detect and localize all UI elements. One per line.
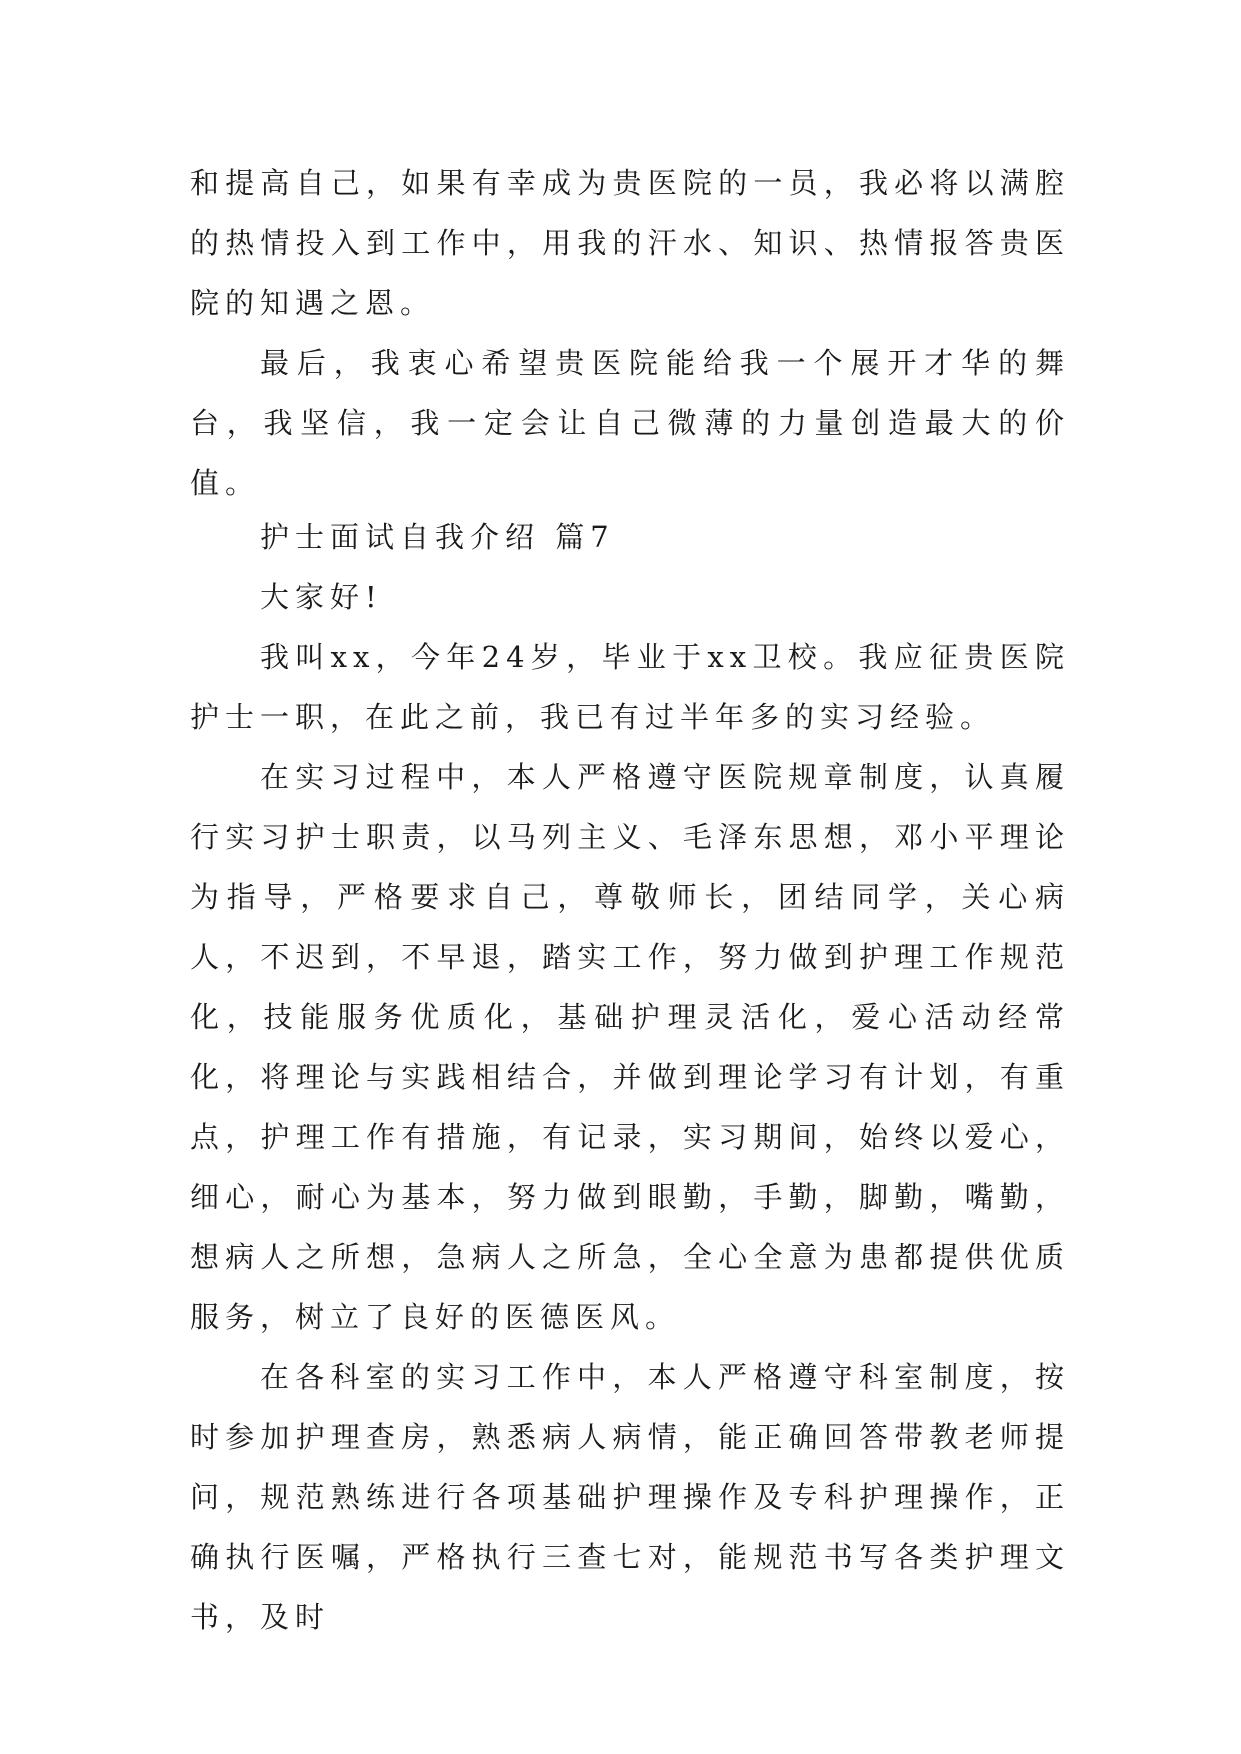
closing-paragraph: 最后，我衷心希望贵医院能给我一个展开才华的舞台，我坚信，我一定会让自己微薄的力量创造最大的价值。 bbox=[190, 346, 1070, 500]
paragraph-internship: 在实习过程中，本人严格遵守医院规章制度，认真履行实习护士职责，以马列主义、毛泽东思想，邓小平理论为指导，严格要求自己，尊敬师长，团结同学，关心病人，不迟到，不早退，踏实工作，努力做到护理工作规范化，技能服务优质化，基础护理灵活化，爱心活动经常化，将理论与实践相结合，并做到理论学习有计划，有重点，护理工作有措施，有记录，实习期间，始终以爱心，细心，耐心为基本，努力做到眼勤，手勤，脚勤，嘴勤，想病人之所想，急病人之所急，全心全意为患都提供优质服务，树立了良好的医德医风。 bbox=[190, 760, 1070, 1334]
greeting: 大家好! bbox=[260, 580, 383, 614]
paragraph-department-work: 在各科室的实习工作中，本人严格遵守科室制度，按时参加护理查房，熟悉病人病情，能正确回答带教老师提问，规范熟练进行各项基础护理操作及专科护理操作，正确执行医嘱，严格执行三查七对，能规范书写各类护理文书，及时 bbox=[190, 1360, 1070, 1634]
continued-paragraph: 和提高自己，如果有幸成为贵医院的一员，我必将以满腔的热情投入到工作中，用我的汗水、知识、热情报答贵医院的知遇之恩。 bbox=[190, 166, 1070, 320]
paragraph-introduction: 我叫xx，今年24岁，毕业于xx卫校。我应征贵医院护士一职，在此之前，我已有过半年多的实习经验。 bbox=[190, 640, 1070, 734]
text-block-top bbox=[190, 153, 1070, 513]
section-title: 护士面试自我介绍 篇7 bbox=[260, 520, 615, 554]
text-block-section-7 bbox=[190, 507, 1070, 1647]
